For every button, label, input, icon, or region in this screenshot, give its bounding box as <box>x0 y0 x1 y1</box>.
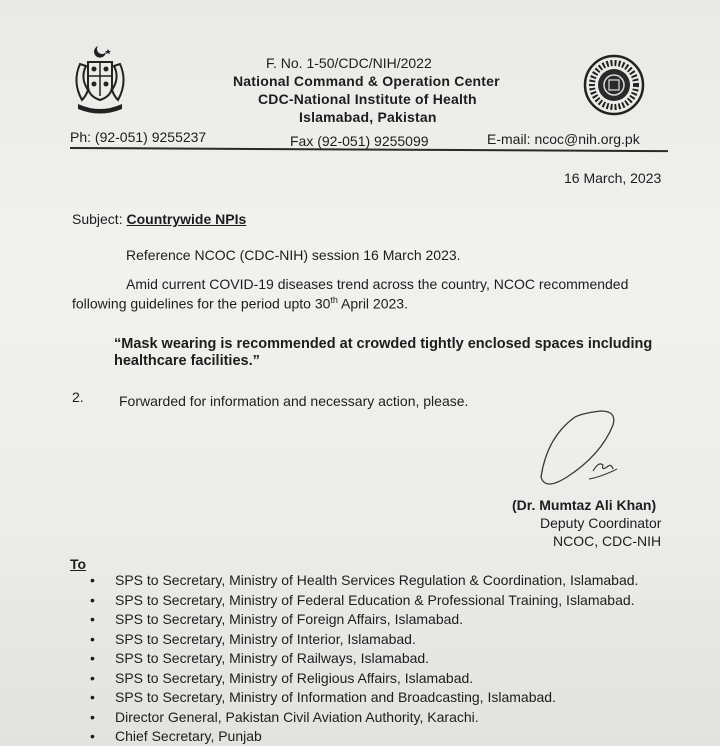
city-name: Islamabad, Pakistan <box>299 109 437 125</box>
quote-line-2: healthcare facilities.” <box>114 353 260 369</box>
letter-date: 16 March, 2023 <box>564 170 662 186</box>
institute-name: CDC-National Institute of Health <box>258 91 477 107</box>
paragraph-text-end: April 2023. <box>337 295 408 312</box>
fax-number: Fax (92-051) 9255099 <box>290 133 429 149</box>
recipient-text: SPS to Secretary, Ministry of Federal Education & Professional Training, Islamabad. <box>115 591 635 608</box>
file-number: F. No. 1-50/CDC/NIH/2022 <box>266 55 432 71</box>
recipient-text: SPS to Secretary, Ministry of Foreign Affairs, Islamabad. <box>115 611 464 627</box>
item-number: 2. <box>72 389 84 405</box>
subject-title: Countrywide NPIs <box>126 211 247 227</box>
bullet-icon: • <box>90 708 95 725</box>
ncoc-seal-icon <box>583 54 645 116</box>
subject-line <box>72 211 246 227</box>
list-item <box>90 631 638 651</box>
paragraph-line-2 <box>72 295 408 312</box>
recipient-text: Chief Secretary, Punjab <box>115 728 262 744</box>
bullet-icon: • <box>90 591 95 608</box>
list-item <box>90 650 638 670</box>
paragraph-text: following guidelines for the period upto 30 <box>72 295 331 312</box>
reference-line: Reference NCOC (CDC-NIH) session 16 March 2023. <box>126 247 461 263</box>
list-item <box>90 709 638 729</box>
bullet-icon: • <box>90 630 95 647</box>
bullet-icon: • <box>90 572 95 588</box>
bullet-icon: • <box>90 650 95 666</box>
signature <box>535 405 635 495</box>
recipient-text: SPS to Secretary, Ministry of Religious Affairs, Islamabad. <box>115 669 474 686</box>
pakistan-emblem-icon <box>70 44 130 118</box>
forward-note: Forwarded for information and necessary action, please. <box>119 393 469 409</box>
recipient-text: SPS to Secretary, Ministry of Health Services Regulation & Coordination, Islamabad. <box>115 572 639 588</box>
recipient-text: SPS to Secretary, Ministry of Interior, Islamabad. <box>115 630 416 647</box>
recipient-text: Director General, Pakistan Civil Aviation Authority, Karachi. <box>115 708 479 725</box>
signatory-name: (Dr. Mumtaz Ali Khan) <box>512 497 657 513</box>
bullet-icon: • <box>90 669 95 686</box>
bullet-icon: • <box>90 611 95 627</box>
paragraph-line-1: Amid current COVID-19 diseases trend across the country, NCOC recommended <box>126 276 629 292</box>
list-item <box>90 689 638 709</box>
list-item <box>90 728 638 746</box>
bullet-icon: • <box>90 728 95 744</box>
org-name: National Command & Operation Center <box>233 73 500 89</box>
list-item <box>90 592 638 612</box>
subject-label: Subject: <box>72 211 123 227</box>
signatory-title: Deputy Coordinator <box>540 515 662 531</box>
list-item <box>90 611 638 631</box>
bullet-icon: • <box>90 689 95 705</box>
ordinal-suffix: th <box>330 295 338 305</box>
recipient-list <box>90 572 638 746</box>
recipient-text: SPS to Secretary, Ministry of Information and Broadcasting, Islamabad. <box>115 689 556 705</box>
signatory-org: NCOC, CDC-NIH <box>553 533 662 549</box>
header-divider <box>70 147 668 152</box>
recipient-text: SPS to Secretary, Ministry of Railways, Islamabad. <box>115 650 430 666</box>
list-item <box>90 572 638 592</box>
to-label: To <box>70 556 87 572</box>
email-address: E-mail: ncoc@nih.org.pk <box>487 131 640 147</box>
quote-line-1: “Mask wearing is recommended at crowded tightly enclosed spaces including <box>114 336 653 352</box>
phone-number: Ph: (92-051) 9255237 <box>70 129 207 145</box>
list-item <box>90 670 638 690</box>
